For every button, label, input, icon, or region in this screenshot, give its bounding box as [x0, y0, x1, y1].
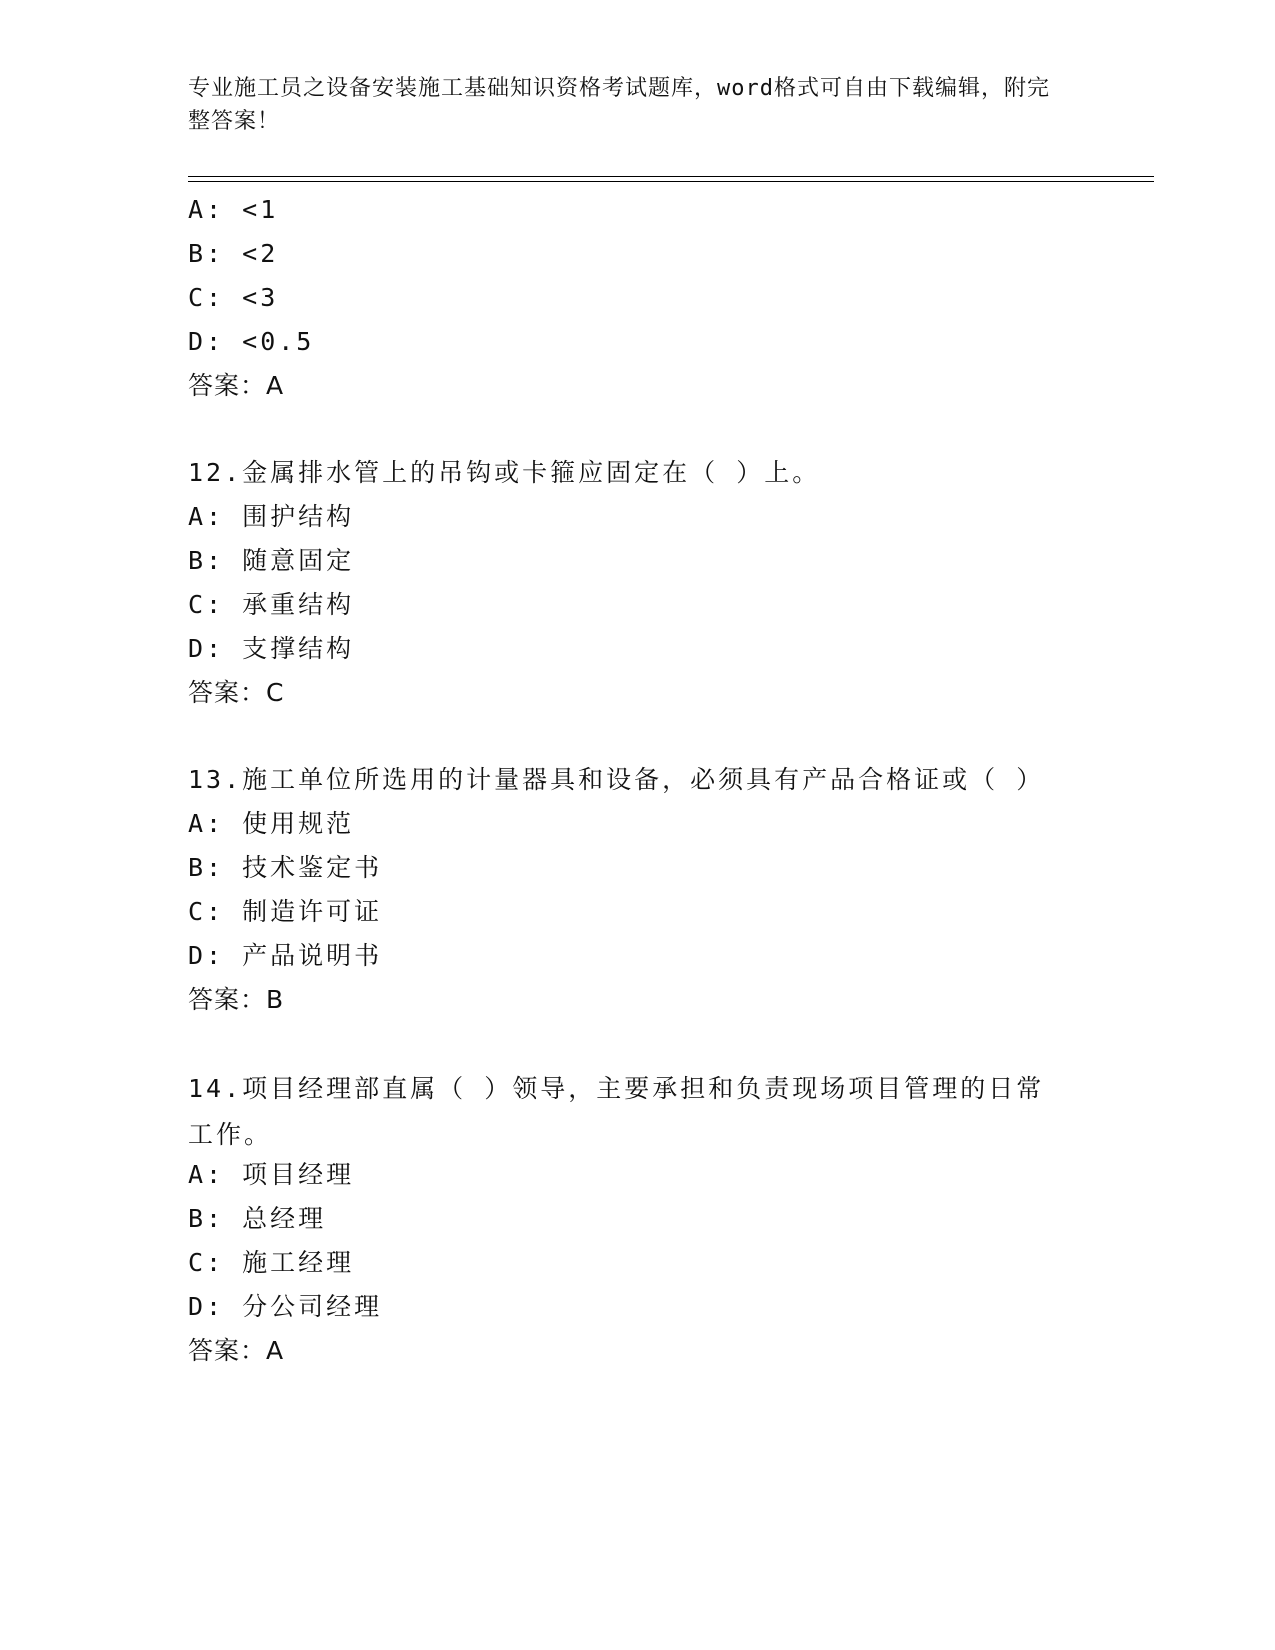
q14-option-b: B: 总经理 — [188, 1204, 327, 1233]
q14-question: 14.项目经理部直属（ ）领导，主要承担和负责现场项目管理的日常工作。 — [188, 1074, 1045, 1149]
q13-option-a: A: 使用规范 — [188, 809, 355, 838]
header-divider-bottom — [188, 181, 1154, 182]
q13-option-c: C: 制造许可证 — [188, 897, 383, 926]
q13-answer: 答案：B — [188, 985, 285, 1014]
q14-option-a: A: 项目经理 — [188, 1160, 355, 1189]
q12-option-b: B: 随意固定 — [188, 546, 355, 575]
q14-answer: 答案：A — [188, 1336, 285, 1365]
q13-question: 13.施工单位所选用的计量器具和设备，必须具有产品合格证或（ ） — [188, 765, 1045, 794]
q11-answer: 答案：A — [188, 371, 285, 400]
q13-option-d: D: 产品说明书 — [188, 941, 383, 970]
q11-option-b: B: <2 — [188, 239, 279, 268]
q12-option-a: A: 围护结构 — [188, 502, 355, 531]
q12-question: 12.金属排水管上的吊钩或卡箍应固定在（ ）上。 — [188, 458, 821, 487]
q11-option-d: D: <0.5 — [188, 327, 315, 356]
q14-option-d: D: 分公司经理 — [188, 1292, 383, 1321]
q11-option-c: C: <3 — [188, 283, 279, 312]
q12-option-d: D: 支撑结构 — [188, 634, 355, 663]
q12-option-c: C: 承重结构 — [188, 590, 355, 619]
header-divider-top — [188, 176, 1154, 177]
document-header: 专业施工员之设备安装施工基础知识资格考试题库，word格式可自由下载编辑，附完整答案！ — [188, 76, 1050, 134]
q14-option-c: C: 施工经理 — [188, 1248, 355, 1277]
q13-option-b: B: 技术鉴定书 — [188, 853, 383, 882]
q12-answer: 答案：C — [188, 678, 285, 707]
q11-option-a: A: <1 — [188, 195, 279, 224]
